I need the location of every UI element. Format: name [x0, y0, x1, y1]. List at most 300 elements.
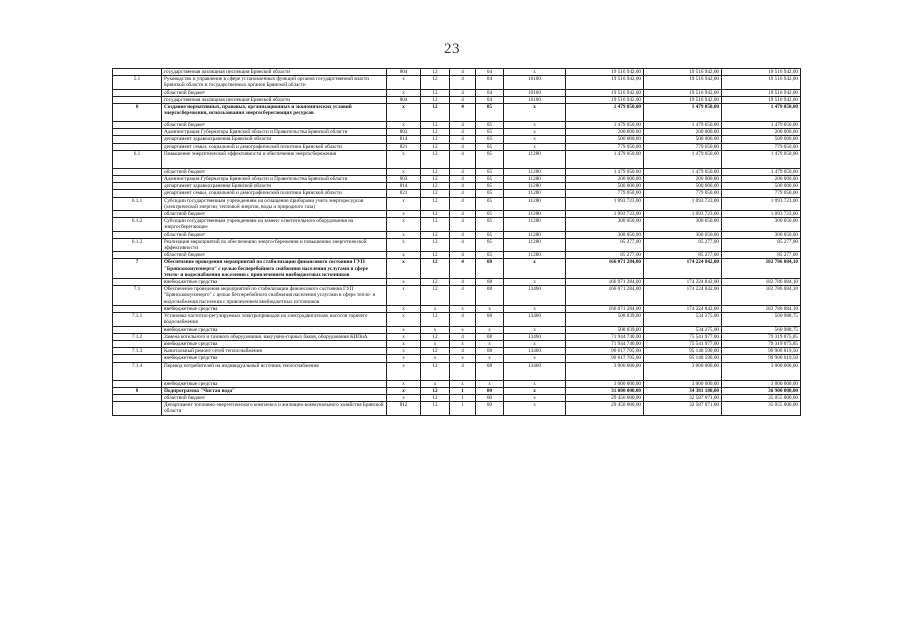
code-cell-1: x: [387, 394, 421, 401]
amount-cell-2: 1 093 723,00: [644, 197, 722, 210]
amount-cell-1: 3 000 000,00: [566, 380, 644, 387]
row-number-cell: [113, 89, 162, 96]
amount-cell-2: 300 050,00: [644, 231, 722, 238]
row-number-cell: 6.1.1: [113, 197, 162, 210]
amount-cell-2: 534 275,00: [644, 326, 722, 333]
amount-cell-1: 1 093 723,00: [566, 197, 644, 210]
row-number-cell: 6: [113, 104, 162, 122]
amount-cell-3: 99 906 019,50: [722, 355, 801, 362]
code-cell-3: 4: [450, 362, 476, 380]
amount-cell-3: 79 319 075,85: [722, 333, 801, 340]
row-name-cell: Обеспечение проведения мероприятий по стабилизации финансового состояния ГУП "Брянсккомунэнерго" с целью бесперебойного снабжения населения услугами в сфере тепло- и водоснабжения населения с привлечением внебюджетных источников: [162, 259, 387, 279]
code-cell-4: 04: [476, 89, 504, 96]
code-cell-2: 12: [421, 402, 450, 415]
amount-cell-3: 200 000,00: [722, 176, 801, 183]
code-cell-4: 05: [476, 190, 504, 197]
code-cell-3: x: [450, 305, 476, 312]
amount-cell-1: 300 050,00: [566, 231, 644, 238]
row-name-cell: государственная жилищная инспекция Брянской области: [162, 96, 387, 103]
amount-cell-2: 75 541 977,00: [644, 333, 722, 340]
code-cell-5: 11280: [504, 183, 566, 190]
code-cell-4: 00: [476, 402, 504, 415]
table-row: [113, 96, 801, 103]
code-cell-5: x: [504, 104, 566, 122]
code-cell-3: 4: [450, 96, 476, 103]
row-name-cell: внебюджетные средства: [162, 326, 387, 333]
row-number-cell: [113, 394, 162, 401]
table-row: [113, 286, 801, 306]
code-cell-4: 08: [476, 362, 504, 380]
amount-cell-2: 85 277,00: [644, 238, 722, 251]
budget-table: [112, 68, 801, 416]
table-row: [113, 89, 801, 96]
code-cell-3: 4: [450, 348, 476, 355]
table-row: [113, 104, 801, 122]
row-number-cell: 8: [113, 387, 162, 394]
table-row: [113, 218, 801, 231]
amount-cell-3: 1 093 723,00: [722, 197, 801, 210]
amount-cell-1: 1 479 050,00: [566, 122, 644, 129]
code-cell-5: x: [504, 122, 566, 129]
row-name-cell: внебюджетные средства: [162, 305, 387, 312]
row-name-cell: областной бюджет: [162, 89, 387, 96]
code-cell-4: 05: [476, 143, 504, 150]
code-cell-1: x: [387, 362, 421, 380]
code-cell-1: x: [387, 150, 421, 168]
amount-cell-3: 19 516 942,00: [722, 89, 801, 96]
code-cell-3: 4: [450, 122, 476, 129]
amount-cell-1: 166 071 284,00: [566, 305, 644, 312]
code-cell-1: 803: [387, 176, 421, 183]
code-cell-5: 13460: [504, 362, 566, 380]
code-cell-3: 4: [450, 333, 476, 340]
amount-cell-3: 779 050,00: [722, 190, 801, 197]
amount-cell-3: 36 900 000,00: [722, 387, 801, 394]
row-number-cell: 7.1.1: [113, 313, 162, 326]
row-number-cell: [113, 190, 162, 197]
amount-cell-1: 85 277,00: [566, 238, 644, 251]
amount-cell-3: 3 000 000,00: [722, 380, 801, 387]
code-cell-1: x: [387, 333, 421, 340]
amount-cell-3: 99 906 019,50: [722, 348, 801, 355]
row-name-cell: Реализация мероприятий по обеспечению энергосбережения и повышению энергетической эффективности: [162, 238, 387, 251]
code-cell-4: 08: [476, 259, 504, 279]
code-cell-4: x: [476, 326, 504, 333]
code-cell-1: x: [387, 313, 421, 326]
row-name-cell: Перевод потребителей на индивидуальный источник теплоснабжения: [162, 362, 387, 380]
code-cell-4: 05: [476, 176, 504, 183]
code-cell-3: x: [450, 355, 476, 362]
row-name-cell: департамент здравоохранения Брянской области: [162, 183, 387, 190]
code-cell-5: x: [504, 279, 566, 286]
code-cell-5: x: [504, 143, 566, 150]
code-cell-4: 05: [476, 211, 504, 218]
code-cell-4: x: [476, 305, 504, 312]
row-number-cell: [113, 326, 162, 333]
code-cell-5: x: [504, 355, 566, 362]
code-cell-1: x: [387, 168, 421, 175]
row-number-cell: [113, 355, 162, 362]
amount-cell-1: 71 944 740,00: [566, 340, 644, 347]
code-cell-3: 4: [450, 313, 476, 326]
code-cell-2: 12: [421, 394, 450, 401]
table-row: [113, 355, 801, 362]
amount-cell-1: 19 516 942,00: [566, 96, 644, 103]
amount-cell-3: 1 479 050,00: [722, 104, 801, 122]
amount-cell-2: 1 479 050,00: [644, 122, 722, 129]
code-cell-2: 12: [421, 313, 450, 326]
amount-cell-3: 182 786 084,10: [722, 279, 801, 286]
amount-cell-3: 19 516 942,00: [722, 69, 801, 76]
code-cell-1: x: [387, 197, 421, 210]
code-cell-2: 12: [421, 286, 450, 306]
code-cell-5: x: [504, 387, 566, 394]
code-cell-5: x: [504, 402, 566, 415]
amount-cell-3: 182 786 084,10: [722, 305, 801, 312]
amount-cell-1: 1 479 050,00: [566, 104, 644, 122]
row-name-cell: областной бюджет: [162, 122, 387, 129]
code-cell-2: 12: [421, 143, 450, 150]
row-name-cell: Администрация Губернатора Брянской области и Правительства Брянской области: [162, 129, 387, 136]
code-cell-2: 12: [421, 218, 450, 231]
amount-cell-2: 19 516 942,00: [644, 89, 722, 96]
row-number-cell: 7.1.4: [113, 362, 162, 380]
table-row: [113, 129, 801, 136]
row-number-cell: [113, 168, 162, 175]
row-number-cell: 5.1: [113, 76, 162, 89]
row-name-cell: департамент семьи, социальной и демографической политики Брянской области: [162, 143, 387, 150]
amount-cell-2: 1 093 723,00: [644, 211, 722, 218]
row-number-cell: 6.1.2: [113, 218, 162, 231]
code-cell-1: 804: [387, 96, 421, 103]
code-cell-2: 12: [421, 279, 450, 286]
amount-cell-1: 19 516 942,00: [566, 76, 644, 89]
table-row: [113, 380, 801, 387]
row-number-cell: [113, 380, 162, 387]
amount-cell-2: 174 224 842,00: [644, 259, 722, 279]
code-cell-1: x: [387, 252, 421, 259]
row-name-cell: внебюджетные средства: [162, 355, 387, 362]
code-cell-1: x: [387, 104, 421, 122]
row-name-cell: областной бюджет: [162, 211, 387, 218]
amount-cell-2: 174 224 842,00: [644, 279, 722, 286]
code-cell-2: 12: [421, 89, 450, 96]
code-cell-4: x: [476, 380, 504, 387]
amount-cell-2: 200 000,00: [644, 129, 722, 136]
row-number-cell: [113, 129, 162, 136]
code-cell-3: 4: [450, 129, 476, 136]
budget-table-body: [113, 69, 801, 416]
amount-cell-2: 1 479 050,00: [644, 150, 722, 168]
code-cell-4: 05: [476, 218, 504, 231]
code-cell-5: x: [504, 69, 566, 76]
amount-cell-2: 19 516 942,00: [644, 96, 722, 103]
code-cell-2: x: [421, 326, 450, 333]
code-cell-3: 4: [450, 104, 476, 122]
table-row: [113, 76, 801, 89]
code-cell-3: 4: [450, 190, 476, 197]
amount-cell-2: 174 224 842,00: [644, 305, 722, 312]
row-number-cell: [113, 279, 162, 286]
code-cell-3: 1: [450, 402, 476, 415]
row-name-cell: областной бюджет: [162, 168, 387, 175]
table-row: [113, 183, 801, 190]
amount-cell-2: 1 479 050,00: [644, 168, 722, 175]
code-cell-3: 4: [450, 168, 476, 175]
amount-cell-3: 1 093 723,00: [722, 211, 801, 218]
code-cell-4: 08: [476, 333, 504, 340]
code-cell-5: 13460: [504, 313, 566, 326]
amount-cell-2: 174 224 842,00: [644, 286, 722, 306]
row-name-cell: Субсидии государственным учреждениям на оснащение приборами учета энергоресурсов (электрической энергии, тепловой энергии, воды и природного газа): [162, 197, 387, 210]
amount-cell-1: 508 839,00: [566, 326, 644, 333]
row-name-cell: внебюджетные средства: [162, 380, 387, 387]
amount-cell-1: 19 516 942,00: [566, 69, 644, 76]
table-row: [113, 168, 801, 175]
amount-cell-1: 166 071 284,00: [566, 286, 644, 306]
amount-cell-3: 1 479 050,00: [722, 122, 801, 129]
amount-cell-3: 35 055 000,00: [722, 394, 801, 401]
row-number-cell: 6.1: [113, 150, 162, 168]
amount-cell-1: 779 050,00: [566, 190, 644, 197]
code-cell-4: 08: [476, 348, 504, 355]
row-name-cell: Обеспечение проведения мероприятий по стабилизации финансового состояния ГУП "Брянсккомунэнерго" с целью бесперебойного снабжения населения услугами в сфере тепло- и водоснабжения населения с привлечением внебюджетных источников: [162, 286, 387, 306]
code-cell-1: 812: [387, 402, 421, 415]
code-cell-2: 12: [421, 136, 450, 143]
table-row: [113, 402, 801, 415]
code-cell-5: 11280: [504, 190, 566, 197]
code-cell-1: x: [387, 259, 421, 279]
code-cell-4: 05: [476, 122, 504, 129]
code-cell-3: 4: [450, 238, 476, 251]
code-cell-4: 05: [476, 231, 504, 238]
code-cell-5: x: [504, 129, 566, 136]
amount-cell-2: 500 000,00: [644, 183, 722, 190]
table-row: [113, 362, 801, 380]
amount-cell-1: 500 000,00: [566, 136, 644, 143]
code-cell-2: 12: [421, 183, 450, 190]
amount-cell-2: 34 381 180,00: [644, 387, 722, 394]
amount-cell-3: 19 516 942,00: [722, 76, 801, 89]
row-name-cell: Замена котельного и газового оборудования, вакуумно-горных баков, оборудования КИПиА: [162, 333, 387, 340]
table-row: [113, 122, 801, 129]
row-name-cell: департамент здравоохранения Брянской области: [162, 136, 387, 143]
amount-cell-1: 31 000 000,00: [566, 387, 644, 394]
row-number-cell: 7: [113, 259, 162, 279]
row-name-cell: государственная жилищная инспекция Брянской области: [162, 69, 387, 76]
row-number-cell: 7.1: [113, 286, 162, 306]
code-cell-4: x: [476, 340, 504, 347]
code-cell-5: x: [504, 305, 566, 312]
code-cell-2: 12: [421, 333, 450, 340]
row-name-cell: департамент семьи, социальной и демографической политики Брянской области: [162, 190, 387, 197]
code-cell-5: 11280: [504, 238, 566, 251]
code-cell-5: 13460: [504, 348, 566, 355]
code-cell-3: 4: [450, 279, 476, 286]
amount-cell-3: 200 000,00: [722, 129, 801, 136]
code-cell-1: x: [387, 76, 421, 89]
amount-cell-1: 166 071 284,00: [566, 259, 644, 279]
row-name-cell: областной бюджет: [162, 231, 387, 238]
amount-cell-3: 560 988,75: [722, 326, 801, 333]
code-cell-2: 12: [421, 238, 450, 251]
code-cell-3: 4: [450, 76, 476, 89]
table-row: [113, 197, 801, 210]
amount-cell-1: 85 277,00: [566, 252, 644, 259]
code-cell-5: 11280: [504, 211, 566, 218]
code-cell-2: 12: [421, 211, 450, 218]
amount-cell-1: 29 450 000,00: [566, 394, 644, 401]
code-cell-1: x: [387, 340, 421, 347]
amount-cell-1: 779 050,00: [566, 143, 644, 150]
amount-cell-3: 779 050,00: [722, 143, 801, 150]
amount-cell-3: 85 277,00: [722, 238, 801, 251]
code-cell-4: 05: [476, 183, 504, 190]
code-cell-1: x: [387, 380, 421, 387]
code-cell-5: 13460: [504, 333, 566, 340]
table-row: [113, 387, 801, 394]
row-number-cell: [113, 211, 162, 218]
row-number-cell: 6.1.3: [113, 238, 162, 251]
row-number-cell: [113, 143, 162, 150]
row-name-cell: Подпрограмма "Чистая вода": [162, 387, 387, 394]
code-cell-4: 08: [476, 279, 504, 286]
code-cell-1: 814: [387, 136, 421, 143]
amount-cell-1: 3 000 000,00: [566, 362, 644, 380]
code-cell-2: 12: [421, 348, 450, 355]
amount-cell-1: 200 000,00: [566, 176, 644, 183]
code-cell-3: 4: [450, 252, 476, 259]
code-cell-3: 4: [450, 89, 476, 96]
code-cell-1: 821: [387, 143, 421, 150]
code-cell-1: x: [387, 238, 421, 251]
code-cell-1: x: [387, 326, 421, 333]
code-cell-2: 12: [421, 176, 450, 183]
row-number-cell: [113, 252, 162, 259]
code-cell-4: 05: [476, 197, 504, 210]
code-cell-3: 4: [450, 197, 476, 210]
code-cell-3: x: [450, 326, 476, 333]
code-cell-1: 803: [387, 129, 421, 136]
row-name-cell: внебюджетные средства: [162, 279, 387, 286]
amount-cell-2: 534 275,00: [644, 313, 722, 326]
code-cell-2: 12: [421, 122, 450, 129]
code-cell-2: 12: [421, 150, 450, 168]
row-number-cell: 7.1.2: [113, 333, 162, 340]
table-row: [113, 348, 801, 355]
code-cell-2: x: [421, 305, 450, 312]
row-number-cell: [113, 183, 162, 190]
amount-cell-3: 500 000,00: [722, 136, 801, 143]
code-cell-3: 4: [450, 176, 476, 183]
amount-cell-1: 1 093 723,00: [566, 211, 644, 218]
code-cell-4: 05: [476, 136, 504, 143]
code-cell-4: x: [476, 355, 504, 362]
amount-cell-3: 300 050,00: [722, 218, 801, 231]
code-cell-2: 12: [421, 362, 450, 380]
row-name-cell: Повышение энергетической эффективности и обеспечение энергосбережения: [162, 150, 387, 168]
code-cell-2: 12: [421, 252, 450, 259]
row-name-cell: Руководство и управление в сфере установленных функций органов государственной власти Брянской области и государственных органов Брянской области: [162, 76, 387, 89]
amount-cell-3: 19 516 942,00: [722, 96, 801, 103]
code-cell-5: 10100: [504, 89, 566, 96]
code-cell-1: x: [387, 89, 421, 96]
code-cell-2: 12: [421, 104, 450, 122]
table-row: [113, 150, 801, 168]
code-cell-5: 13460: [504, 286, 566, 306]
row-number-cell: [113, 69, 162, 76]
amount-cell-3: 560 988,75: [722, 313, 801, 326]
row-name-cell: Администрация Губернатора Брянской области и Правительства Брянской области: [162, 176, 387, 183]
table-row: [113, 190, 801, 197]
row-number-cell: [113, 231, 162, 238]
amount-cell-3: 182 786 084,10: [722, 286, 801, 306]
code-cell-2: 12: [421, 168, 450, 175]
code-cell-1: x: [387, 231, 421, 238]
row-name-cell: Установка частотно-регулируемых электроприводов на электродвигателях насосов горячего водоснабжения: [162, 313, 387, 326]
row-name-cell: областной бюджет: [162, 252, 387, 259]
amount-cell-2: 85 277,00: [644, 252, 722, 259]
row-name-cell: Департамент топливно-энергетического комплекса и жилищно-коммунального хозяйства Брянской области: [162, 402, 387, 415]
code-cell-5: 11280: [504, 252, 566, 259]
code-cell-1: x: [387, 279, 421, 286]
amount-cell-2: 75 541 977,00: [644, 340, 722, 347]
code-cell-3: 4: [450, 69, 476, 76]
amount-cell-1: 19 516 942,00: [566, 89, 644, 96]
code-cell-5: x: [504, 326, 566, 333]
code-cell-5: 11280: [504, 176, 566, 183]
code-cell-4: 08: [476, 286, 504, 306]
amount-cell-1: 200 000,00: [566, 129, 644, 136]
code-cell-4: 05: [476, 150, 504, 168]
row-number-cell: [113, 136, 162, 143]
code-cell-3: 4: [450, 286, 476, 306]
code-cell-1: x: [387, 122, 421, 129]
code-cell-2: 12: [421, 76, 450, 89]
row-number-cell: [113, 122, 162, 129]
code-cell-4: 05: [476, 129, 504, 136]
amount-cell-2: 32 587 071,00: [644, 402, 722, 415]
table-row: [113, 394, 801, 401]
code-cell-5: 10100: [504, 76, 566, 89]
code-cell-2: 12: [421, 96, 450, 103]
amount-cell-3: 35 055 000,00: [722, 402, 801, 415]
amount-cell-1: 90 617 705,00: [566, 355, 644, 362]
table-row: [113, 313, 801, 326]
table-row: [113, 69, 801, 76]
code-cell-1: x: [387, 218, 421, 231]
row-name-cell: Капитальный ремонт сетей теплоснабжения: [162, 348, 387, 355]
amount-cell-2: 3 000 000,00: [644, 380, 722, 387]
code-cell-1: x: [387, 387, 421, 394]
row-name-cell: Создание нормативных, правовых, организационных и экономических условий энергосбережения, использования энергосберегающих ресурсов: [162, 104, 387, 122]
code-cell-4: 05: [476, 168, 504, 175]
code-cell-5: x: [504, 380, 566, 387]
table-row: [113, 333, 801, 340]
amount-cell-1: 1 479 050,00: [566, 168, 644, 175]
code-cell-5: 11280: [504, 231, 566, 238]
code-cell-1: x: [387, 211, 421, 218]
code-cell-1: x: [387, 348, 421, 355]
code-cell-2: 12: [421, 387, 450, 394]
table-row: [113, 231, 801, 238]
code-cell-5: 11280: [504, 197, 566, 210]
amount-cell-1: 29 450 000,00: [566, 402, 644, 415]
code-cell-2: x: [421, 380, 450, 387]
row-number-cell: 7.1.3: [113, 348, 162, 355]
amount-cell-2: 779 050,00: [644, 190, 722, 197]
row-name-cell: Субсидии государственным учреждениям на замену осветительного оборудования на энергосберегающее: [162, 218, 387, 231]
